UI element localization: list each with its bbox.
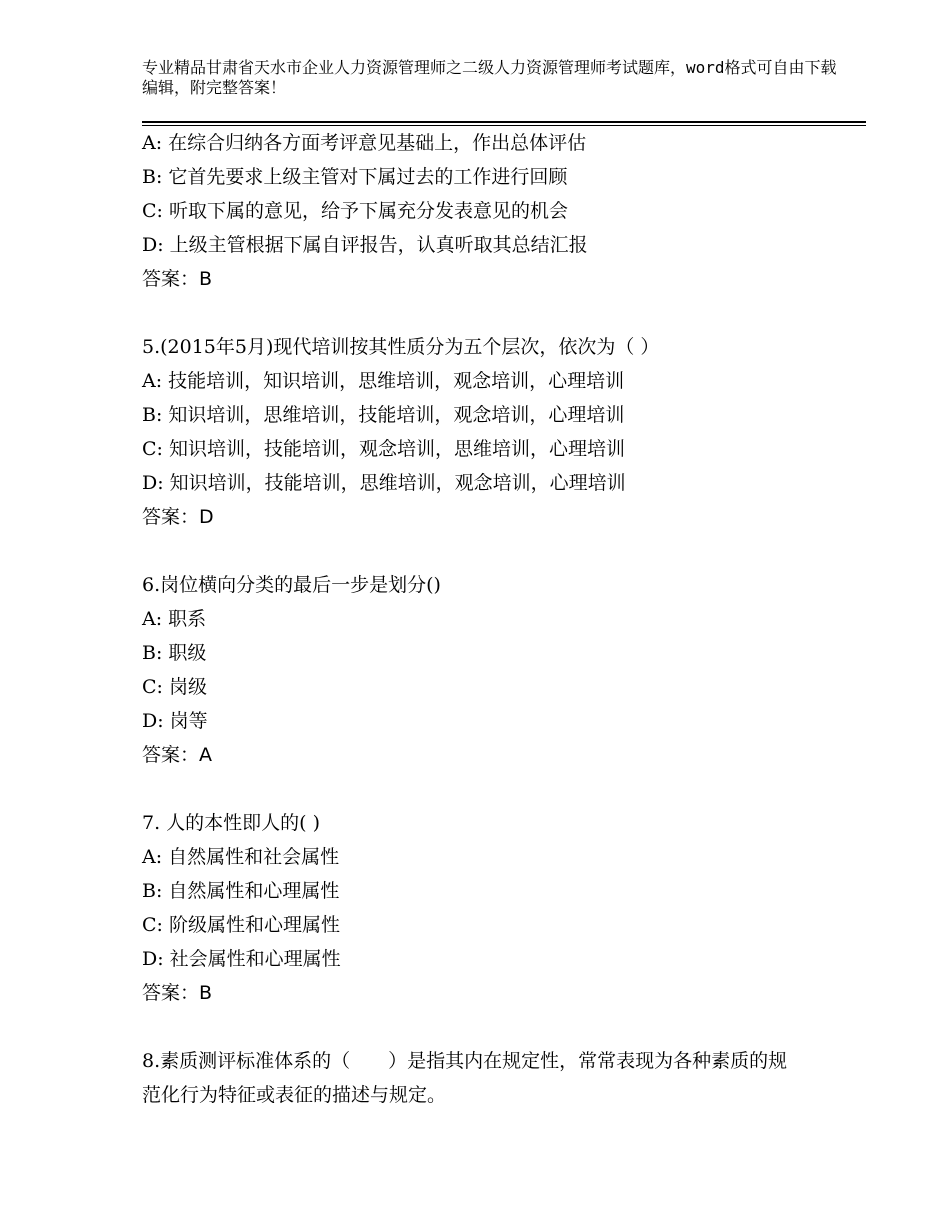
option-b: B: 自然属性和心理属性: [142, 880, 340, 902]
document-header-title: 专业精品甘肃省天水市企业人力资源管理师之二级人力资源管理师考试题库，word格式可自由下载编辑，附完整答案！: [142, 58, 837, 97]
spacer: [142, 296, 832, 330]
question-stem: 7. 人的本性即人的( ): [142, 812, 321, 834]
option-c: C: 岗级: [142, 676, 207, 698]
question-list: [142, 126, 832, 1112]
question-4-block: [142, 126, 832, 296]
option-a: A: 在综合归纳各方面考评意见基础上，作出总体评估: [142, 132, 587, 154]
question-5-block: [142, 330, 832, 534]
option-a: A: 自然属性和社会属性: [142, 846, 340, 868]
question-8-block: [142, 1044, 832, 1112]
spacer: [142, 1010, 832, 1044]
answer-label: 答案：A: [142, 744, 212, 766]
option-d: D: 社会属性和心理属性: [142, 948, 341, 970]
question-6-block: [142, 568, 832, 772]
option-d: D: 知识培训，技能培训，思维培训，观念培训，心理培训: [142, 472, 626, 494]
option-c: C: 阶级属性和心理属性: [142, 914, 340, 936]
answer-label: 答案：B: [142, 982, 213, 1004]
question-stem: 6.岗位横向分类的最后一步是划分(): [142, 574, 441, 596]
option-b: B: 知识培训，思维培训，技能培训，观念培训，心理培训: [142, 404, 625, 426]
option-d: D: 上级主管根据下属自评报告，认真听取其总结汇报: [142, 234, 588, 256]
option-a: A: 技能培训，知识培训，思维培训，观念培训，心理培训: [142, 370, 625, 392]
answer-label: 答案：D: [142, 506, 214, 528]
spacer: [142, 772, 832, 806]
option-b: B: 职级: [142, 642, 207, 664]
question-stem: 8.素质测评标准体系的（ ）是指其内在规定性，常常表现为各种素质的规范化行为特征或表征的描述与规定。: [142, 1050, 788, 1106]
answer-label: 答案：B: [142, 268, 213, 290]
option-d: D: 岗等: [142, 710, 208, 732]
option-a: A: 职系: [142, 608, 207, 630]
spacer: [142, 534, 832, 568]
header-divider-thick: [142, 121, 866, 123]
option-c: C: 知识培训，技能培训，观念培训，思维培训，心理培训: [142, 438, 625, 460]
option-b: B: 它首先要求上级主管对下属过去的工作进行回顾: [142, 166, 568, 188]
question-stem: 5.(2015年5月)现代培训按其性质分为五个层次，依次为（ ）: [142, 336, 660, 358]
option-c: C: 听取下属的意见，给予下属充分发表意见的机会: [142, 200, 568, 222]
question-7-block: [142, 806, 832, 1010]
